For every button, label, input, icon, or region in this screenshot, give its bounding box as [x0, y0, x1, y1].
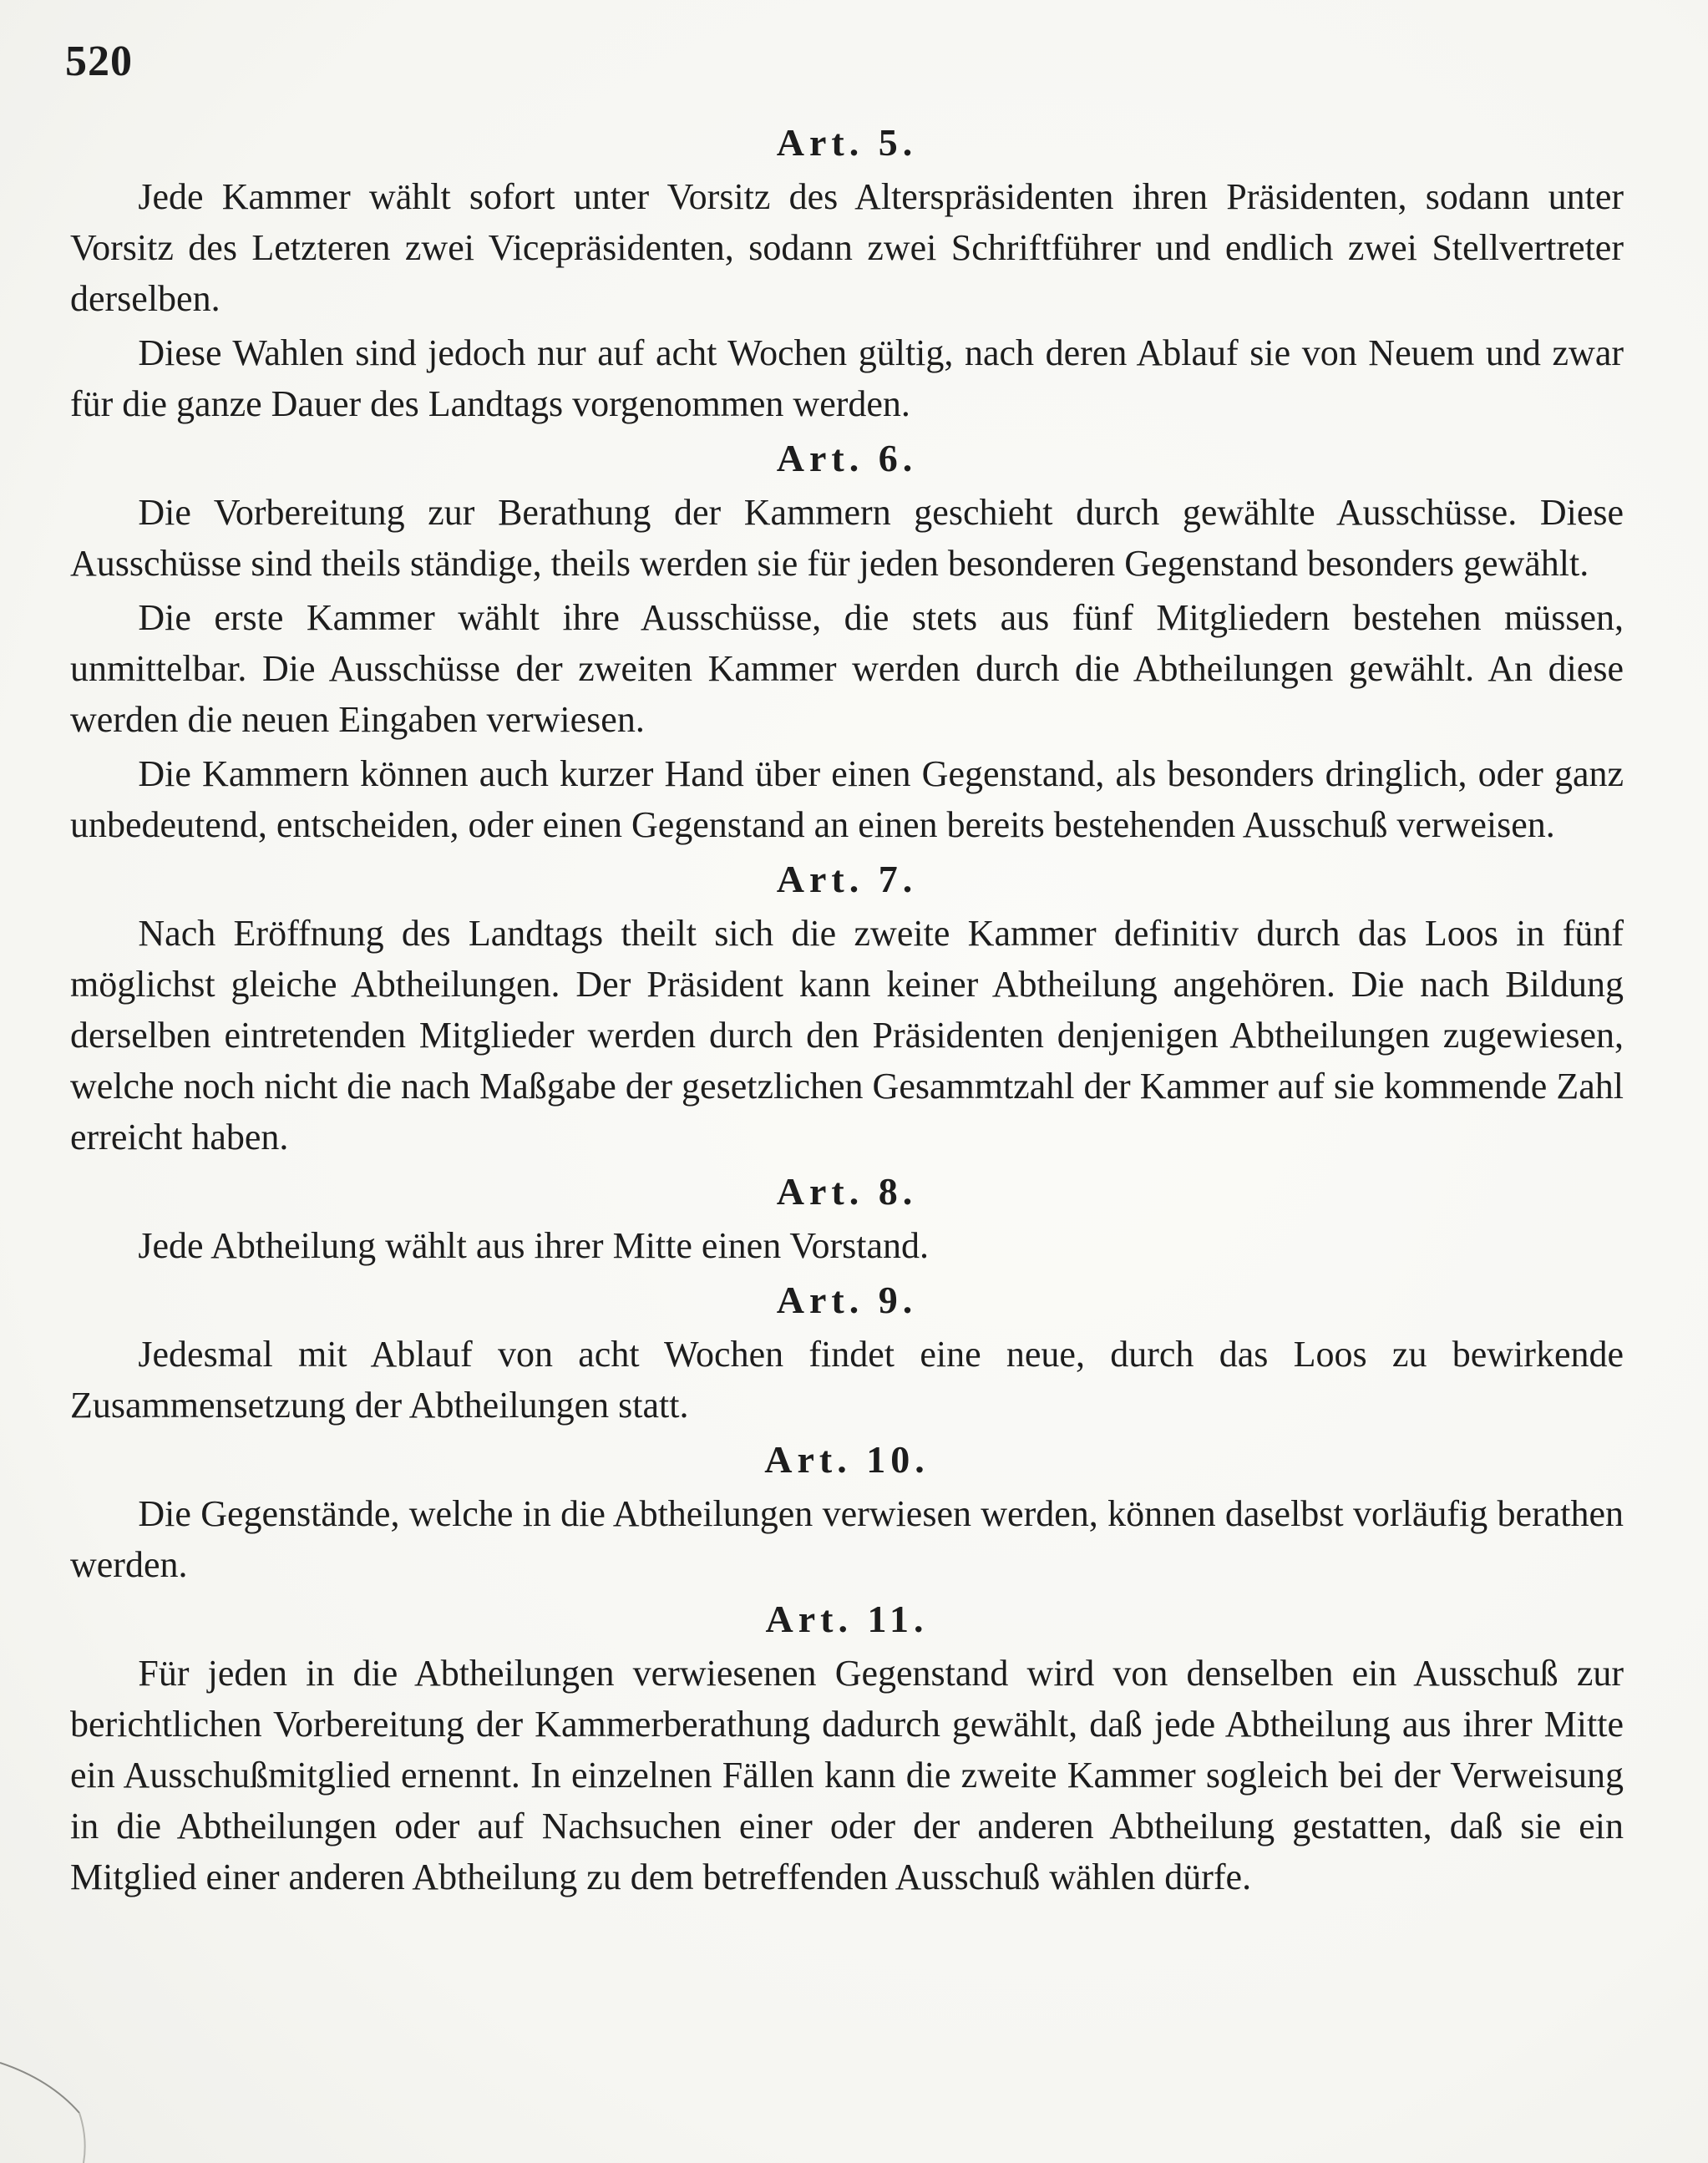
- article-10: [70, 1434, 1624, 1590]
- paragraph: Diese Wahlen sind jedoch nur auf acht Wochen gültig, nach deren Ablauf sie von Neuem und zwar für die ganze Dauer des Landtags vorgenommen werden.: [70, 332, 1624, 424]
- paragraph: Die Gegenstände, welche in die Abtheilungen verwiesen werden, können daselbst vorläufig berathen werden.: [70, 1493, 1624, 1585]
- article-heading: Art. 5.: [776, 121, 918, 164]
- document-body: [70, 117, 1624, 1906]
- paragraph: Die erste Kammer wählt ihre Ausschüsse, die stets aus fünf Mitgliedern bestehen müssen, unmittelbar. Die Ausschüsse der zweiten Kammer werden durch die Abtheilungen gewählt. An diese werden die neuen Eingaben verwiesen.: [70, 597, 1624, 740]
- page-corner-fold-mark: [0, 2046, 100, 2163]
- article-5: [70, 117, 1624, 429]
- article-heading: Art. 6.: [776, 437, 918, 479]
- article-heading: Art. 10.: [764, 1438, 930, 1481]
- article-heading: Art. 8.: [776, 1170, 918, 1213]
- article-heading: Art. 9.: [776, 1279, 918, 1321]
- paragraph: Jede Abtheilung wählt aus ihrer Mitte einen Vorstand.: [138, 1225, 930, 1266]
- article-9: [70, 1274, 1624, 1431]
- page-number: 520: [65, 38, 133, 85]
- article-7: [70, 854, 1624, 1163]
- paragraph: Jedesmal mit Ablauf von acht Wochen findet eine neue, durch das Loos zu bewirkende Zusammensetzung der Abtheilungen statt.: [70, 1334, 1624, 1426]
- article-8: [70, 1166, 1624, 1271]
- article-11: [70, 1593, 1624, 1902]
- article-heading: Art. 7.: [776, 858, 918, 900]
- paragraph: Die Vorbereitung zur Berathung der Kammern geschieht durch gewählte Ausschüsse. Diese Ausschüsse sind theils ständige, theils werden sie für jeden besonderen Gegenstand besonders gewählt.: [70, 492, 1624, 584]
- article-6: [70, 433, 1624, 850]
- paragraph: Nach Eröffnung des Landtags theilt sich die zweite Kammer definitiv durch das Loos in fünf möglichst gleiche Abtheilungen. Der Präsident kann keiner Abtheilung angehören. Die nach Bildung derselben eintretenden Mitglieder werden durch den Präsidenten denjenigen Abtheilungen zugewiesen, welche noch nicht die nach Maßgabe der gesetzlichen Gesammtzahl der Kammer auf sie kommende Zahl erreicht haben.: [70, 913, 1624, 1157]
- paragraph: Die Kammern können auch kurzer Hand über einen Gegenstand, als besonders dringlich, oder ganz unbedeutend, entscheiden, oder einen Gegenstand an einen bereits bestehenden Ausschuß verweisen.: [70, 753, 1624, 845]
- paragraph: Für jeden in die Abtheilungen verwiesenen Gegenstand wird von denselben ein Ausschuß zur berichtlichen Vorbereitung der Kammerberathung dadurch gewählt, daß jede Abtheilung aus ihrer Mitte ein Ausschußmitglied ernennt. In einzelnen Fällen kann die zweite Kammer sogleich bei der Verweisung in die Abtheilungen oder auf Nachsuchen einer oder der anderen Abtheilung gestatten, daß sie ein Mitglied einer anderen Abtheilung zu dem betreffenden Ausschuß wählen dürfe.: [70, 1653, 1624, 1897]
- paragraph: Jede Kammer wählt sofort unter Vorsitz des Alterspräsidenten ihren Präsidenten, sodann unter Vorsitz des Letzteren zwei Vicepräsidenten, sodann zwei Schriftführer und endlich zwei Stellvertreter derselben.: [70, 176, 1624, 319]
- article-heading: Art. 11.: [765, 1598, 929, 1640]
